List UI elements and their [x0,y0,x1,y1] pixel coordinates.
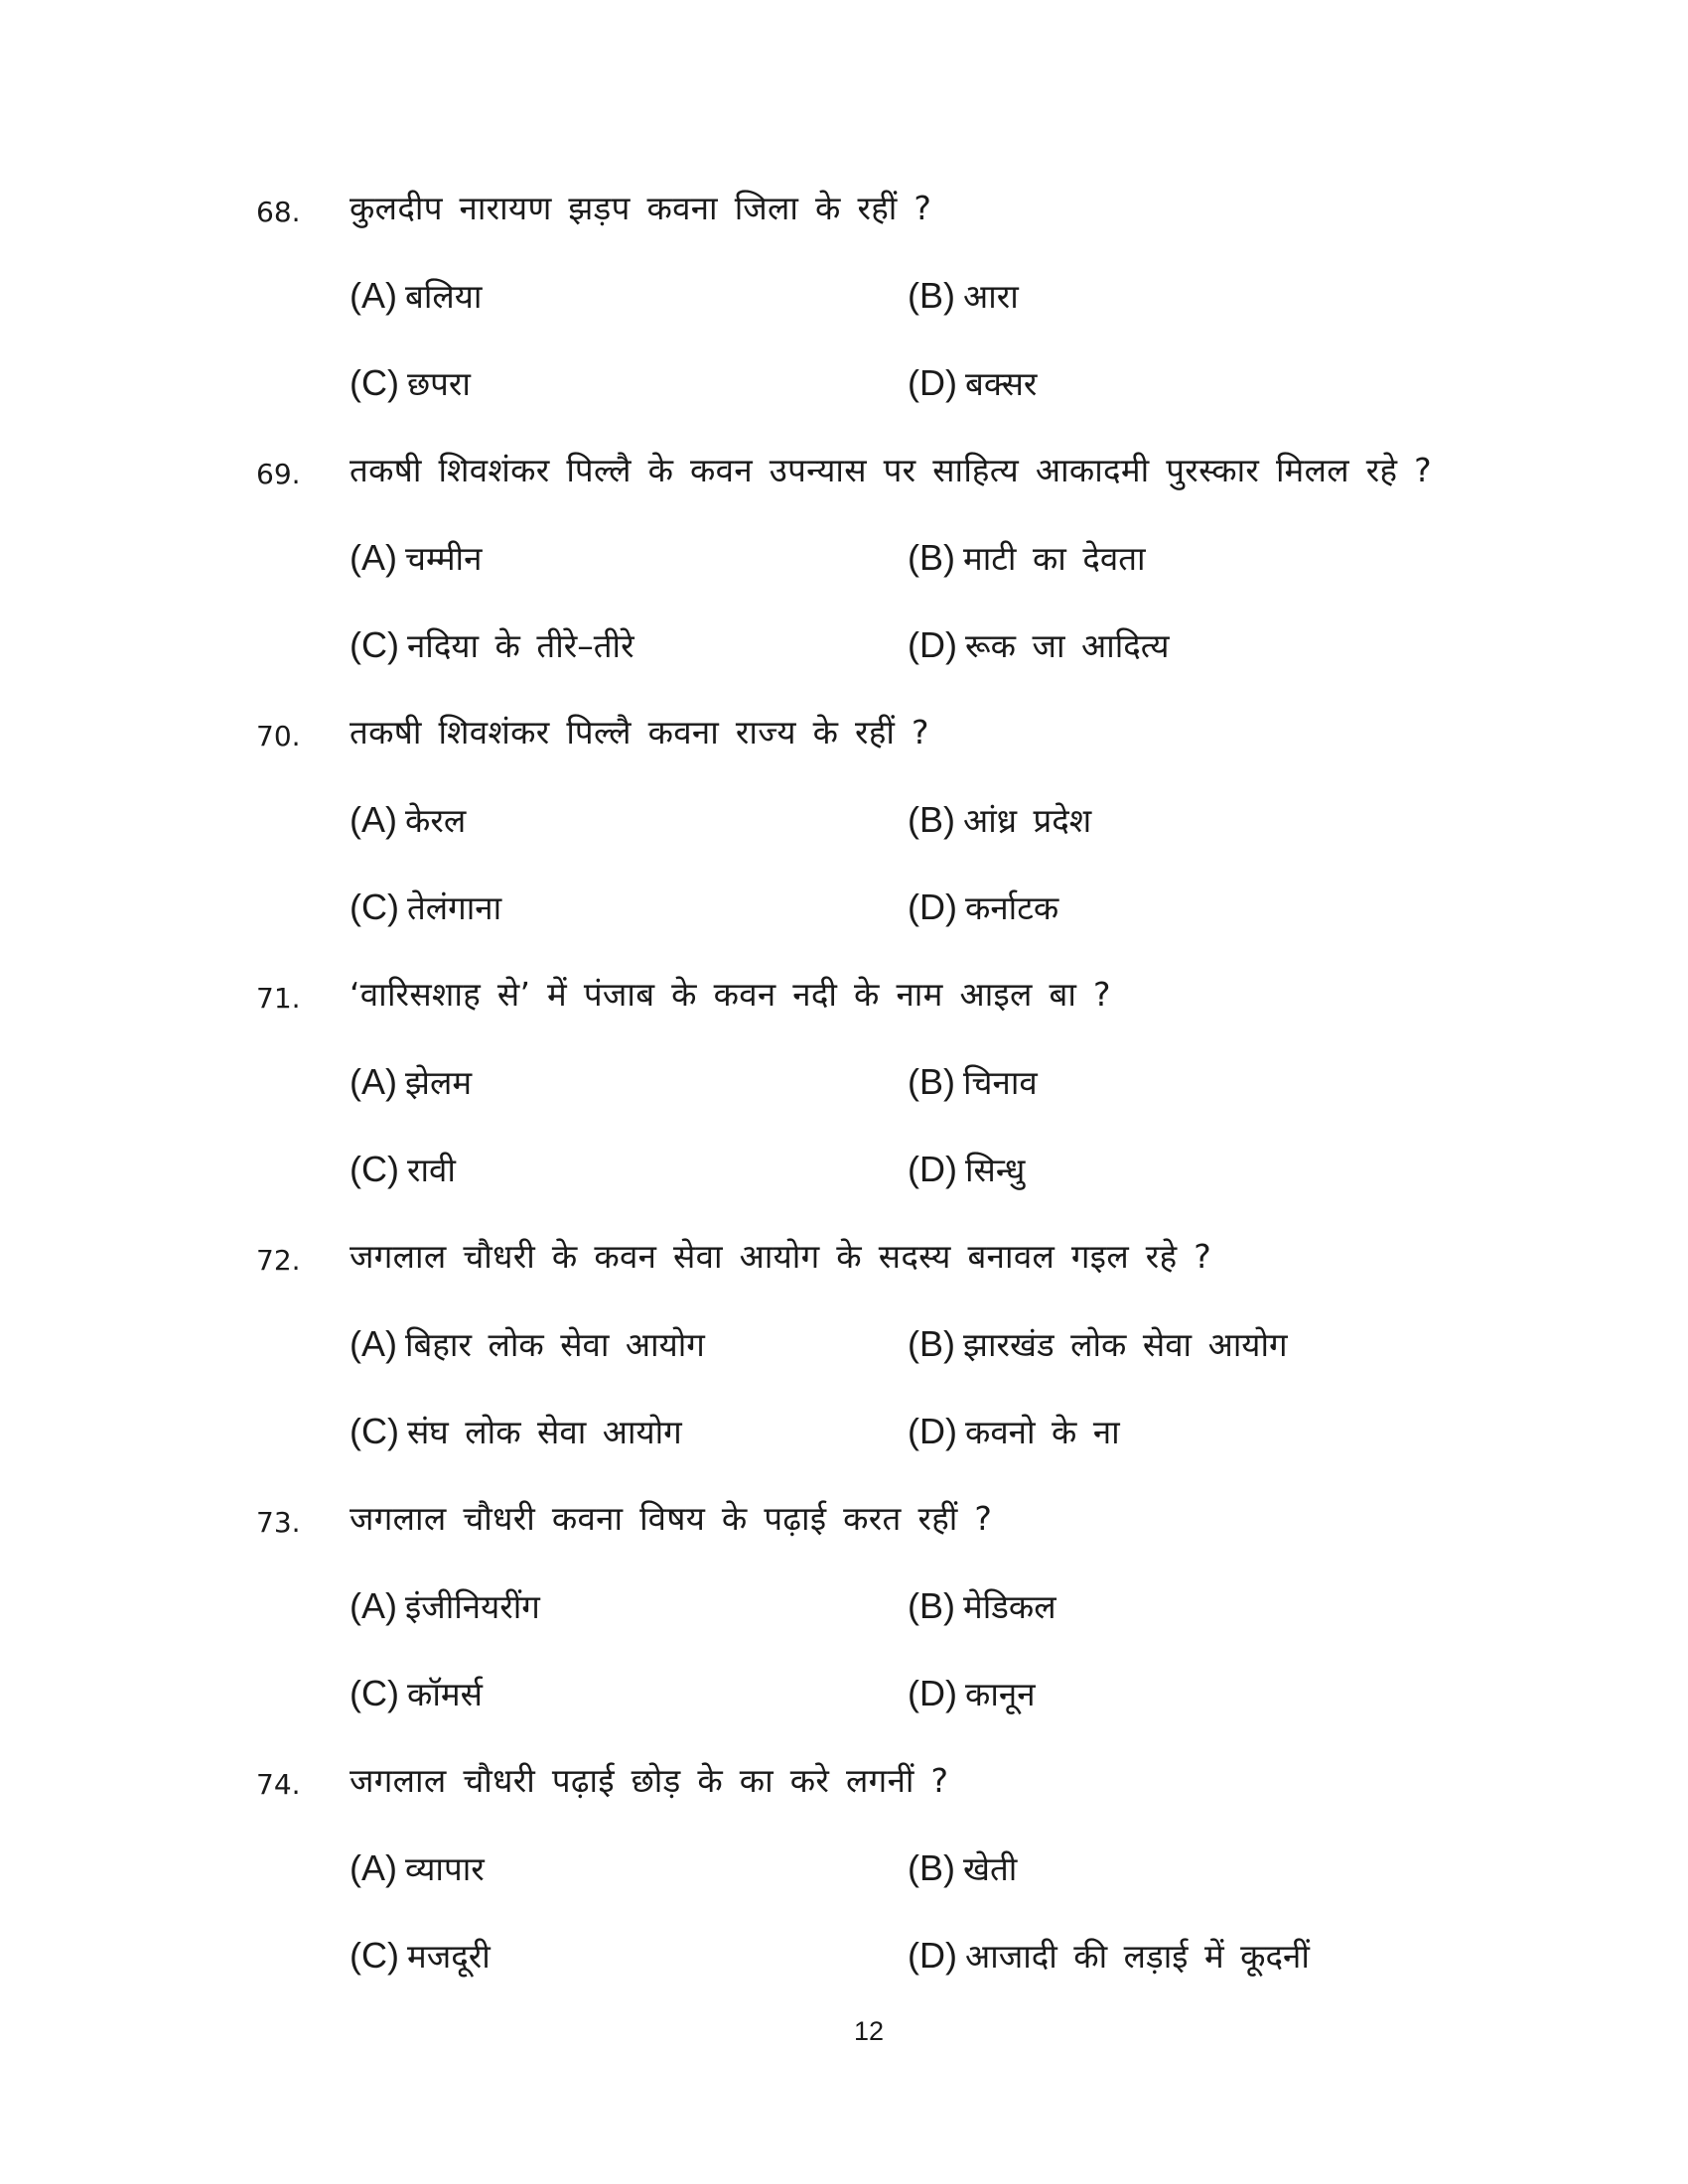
option-text: चम्मीन [405,539,483,578]
option-key: (A) [350,275,397,316]
option-text: आरा [963,277,1019,316]
question-text: कुलदीप नारायण झड़प कवना जिला के रहीं ? [350,189,932,227]
option-d [908,1148,1025,1192]
question-71 [0,973,1688,1235]
option-b [908,1846,1017,1891]
option-text: संघ लोक सेवा आयोग [406,1413,682,1451]
option-a [350,1584,540,1629]
option-text: सिन्धु [964,1151,1026,1189]
option-key: (A) [350,537,397,578]
option-key: (B) [908,799,955,840]
option-key: (D) [908,1149,957,1189]
option-text: आंध्र प्रदेश [963,801,1092,840]
option-text: कवनो के ना [964,1413,1120,1451]
option-key: (B) [908,537,955,578]
option-d [908,1934,1310,1979]
option-key: (B) [908,1061,955,1102]
option-text: छपरा [406,364,471,403]
option-d [908,1410,1120,1454]
question-72 [0,1235,1688,1497]
option-c [350,1148,456,1192]
question-text: जगलाल चौधरी पढ़ाई छोड़ के का करे लगनीं ? [350,1761,949,1800]
option-text: रावी [406,1151,456,1189]
option-text: मेडिकल [963,1587,1056,1626]
question-number: 72. [256,1244,301,1277]
option-key: (A) [350,1061,397,1102]
option-c [350,361,471,406]
option-text: आजादी की लड़ाई में कूदनीं [964,1937,1310,1976]
question-number: 71. [256,982,301,1015]
option-key: (C) [350,1935,399,1976]
option-key: (A) [350,1847,397,1888]
option-text: माटी का देवता [963,539,1146,578]
option-d [908,623,1170,668]
option-b [908,1322,1288,1367]
option-text: कानून [964,1675,1036,1713]
question-number: 69. [256,458,301,490]
option-b [908,536,1146,581]
question-73 [0,1497,1688,1759]
question-text: जगलाल चौधरी के कवन सेवा आयोग के सदस्य बनावल गइल रहे ? [350,1237,1212,1276]
option-b [908,798,1091,843]
option-key: (A) [350,1323,397,1364]
option-d [908,1672,1036,1716]
option-key: (A) [350,799,397,840]
option-key: (B) [908,1585,955,1626]
question-number: 74. [256,1768,301,1801]
option-text: बक्सर [964,364,1038,403]
option-key: (C) [350,1149,399,1189]
page-number: 12 [853,2016,885,2046]
option-key: (C) [350,1673,399,1713]
option-text: बलिया [405,277,483,316]
question-number: 68. [256,196,301,228]
option-text: झारखंड लोक सेवा आयोग [963,1325,1288,1364]
option-c [350,1934,491,1979]
option-text: झेलम [405,1063,473,1102]
option-text: मजदूरी [406,1937,491,1976]
option-text: रूक जा आदित्य [964,626,1170,665]
option-text: चिनाव [963,1063,1038,1102]
option-d [908,886,1058,930]
option-key: (D) [908,887,957,927]
option-a [350,1060,472,1105]
option-b [908,1060,1038,1105]
question-69 [0,449,1688,711]
option-d [908,361,1037,406]
option-b [908,274,1019,319]
option-key: (D) [908,1935,957,1976]
option-text: खेती [963,1849,1018,1888]
question-text: जगलाल चौधरी कवना विषय के पढ़ाई करत रहीं ? [350,1499,993,1538]
option-key: (B) [908,275,955,316]
option-key: (C) [350,624,399,665]
option-b [908,1584,1056,1629]
option-c [350,623,634,668]
option-key: (D) [908,1673,957,1713]
question-number: 70. [256,720,301,752]
option-key: (A) [350,1585,397,1626]
question-number: 73. [256,1506,301,1539]
question-text: तकषी शिवशंकर पिल्लै कवना राज्य के रहीं ? [350,713,929,751]
option-text: बिहार लोक सेवा आयोग [405,1325,705,1364]
option-text: कर्नाटक [964,888,1059,927]
option-key: (B) [908,1323,955,1364]
question-70 [0,711,1688,973]
option-a [350,1846,485,1891]
option-a [350,536,482,581]
option-key: (D) [908,1411,957,1451]
option-key: (C) [350,1411,399,1451]
option-text: केरल [405,801,467,840]
option-text: व्यापार [405,1849,485,1888]
option-c [350,1410,682,1454]
question-text: ‘वारिसशाह से’ में पंजाब के कवन नदी के नाम आइल बा ? [350,975,1111,1014]
option-a [350,1322,705,1367]
option-a [350,798,466,843]
option-c [350,886,501,930]
option-text: इंजीनियरींग [405,1587,540,1626]
option-key: (B) [908,1847,955,1888]
option-key: (C) [350,362,399,403]
question-68 [0,187,1688,449]
option-c [350,1672,483,1716]
option-key: (D) [908,624,957,665]
question-74 [0,1759,1688,2021]
option-text: तेलंगाना [406,888,502,927]
option-text: कॉमर्स [406,1675,483,1713]
option-text: नदिया के तीरे–तीरे [406,626,634,665]
question-text: तकषी शिवशंकर पिल्लै के कवन उपन्यास पर साहित्य आकादमी पुरस्कार मिलल रहे ? [350,451,1432,489]
option-key: (C) [350,887,399,927]
option-key: (D) [908,362,957,403]
option-a [350,274,482,319]
